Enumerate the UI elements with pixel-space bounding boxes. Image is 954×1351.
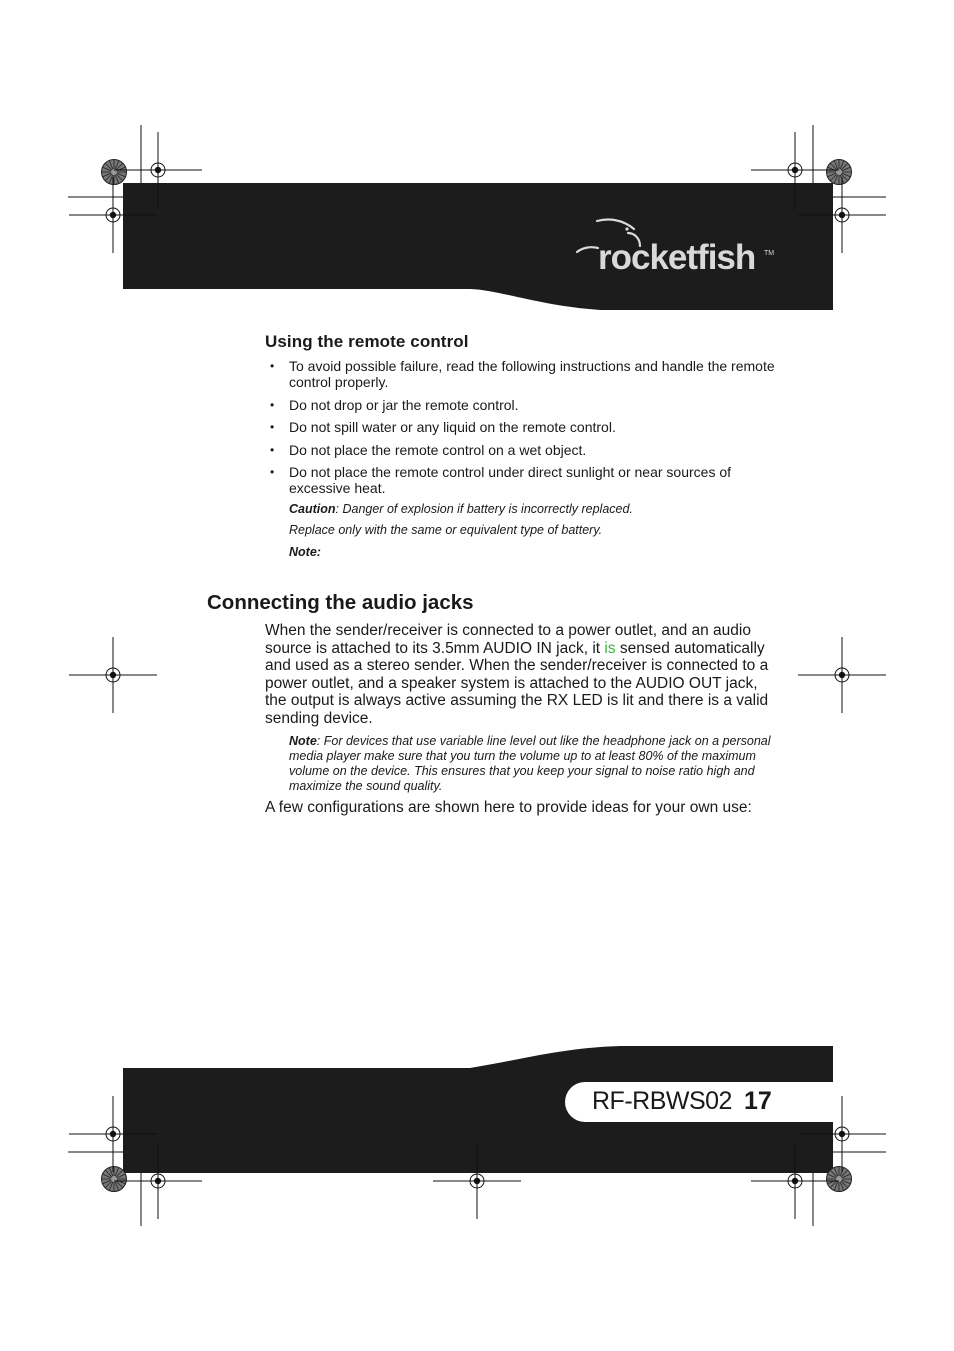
list-item: • To avoid possible failure, read the following instructions and handle the remote control properly.: [265, 358, 775, 390]
model-number: RF-RBWS02: [592, 1087, 732, 1115]
trademark-mark: TM: [764, 250, 775, 257]
list-item: • Do not spill water or any liquid on the remote control.: [265, 419, 775, 435]
remote-section-heading: Using the remote control: [265, 332, 469, 351]
list-item: • Do not drop or jar the remote control.: [265, 397, 775, 413]
caution-text: : Danger of explosion if battery is incorrectly replaced.: [335, 502, 633, 516]
caution-label: Caution: [289, 502, 336, 516]
audio-paragraph-1-end: sensed automatically and used as a stereo sender. When the sender/receiver is connected to a power outlet, and a speaker system is attached to the AUDIO OUT jack, the output is always active assuming the RX LED is lit and there is a valid sending device.: [265, 639, 769, 727]
volume-note-label: Note: [289, 734, 317, 748]
audio-section-heading: Connecting the audio jacks: [207, 591, 474, 614]
highlighted-word: is: [604, 639, 616, 657]
brand-logo-text: rocketfish: [598, 238, 756, 277]
list-item: • Do not place the remote control under direct sunlight or near sources of excessive heat.: [265, 464, 775, 496]
caution-note: [289, 502, 779, 517]
audio-paragraph-1-start: When the sender/receiver is connected to a power outlet, and an audio source is attached to its 3.5mm AUDIO IN jack, it: [265, 622, 751, 657]
footer-model-page: [592, 1082, 772, 1120]
audio-paragraph-2: A few configurations are shown here to provide ideas for your own use:: [265, 799, 752, 816]
volume-note: [289, 734, 773, 794]
empty-note: [289, 545, 779, 560]
note-label: Note:: [289, 545, 321, 559]
remote-bullet-list: [265, 358, 775, 503]
list-item: • Do not place the remote control on a wet object.: [265, 442, 775, 458]
page-number: 17: [743, 1087, 772, 1115]
volume-note-text: : For devices that use variable line level out like the headphone jack on a personal media player make sure that you turn the volume up to at least 80% of the maximum volume on the device. This ensures that you keep your signal to noise ratio high and maximize the sound quality.: [289, 734, 771, 793]
audio-paragraph-1: [265, 622, 775, 728]
brand-logo: [598, 236, 774, 280]
replace-battery-note: Replace only with the same or equivalent type of battery.: [289, 523, 603, 537]
